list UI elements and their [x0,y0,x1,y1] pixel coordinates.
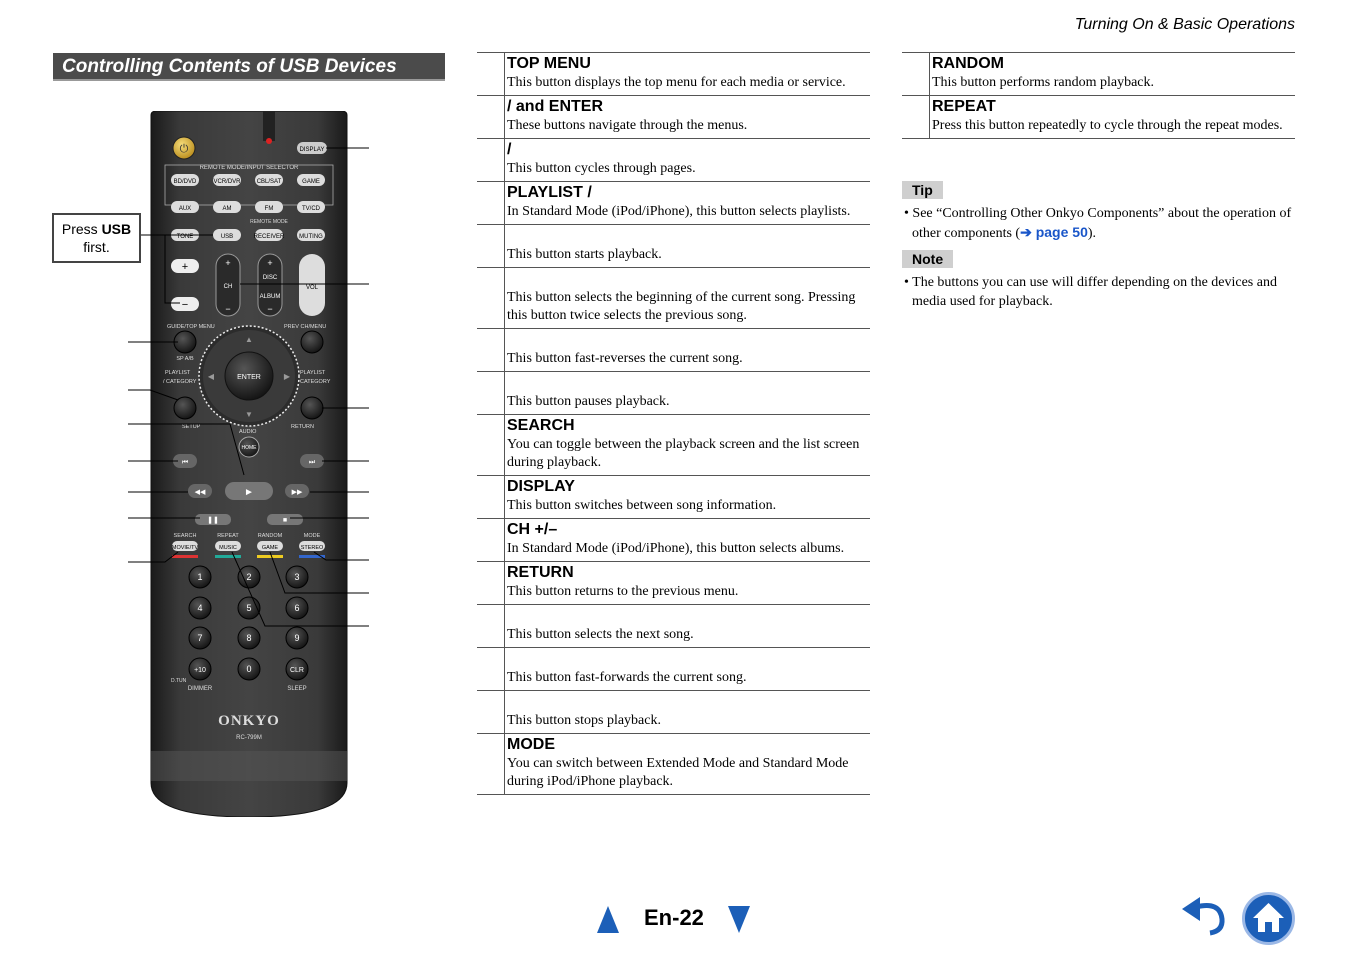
remote-selector-label: REMOTE MODE/INPUT SELECTOR [199,165,299,171]
tip-block [902,181,1295,243]
entry-heading: REPEAT [932,98,996,115]
remote-album-label: ALBUM [259,294,281,300]
entry-description: You can toggle between the playback screen and the list screen during playback. [507,437,860,470]
previous-page-arrow-icon[interactable] [597,906,619,933]
remote-enter-label: ENTER [237,374,261,381]
entry-body [507,268,870,328]
icon-cell [477,225,505,267]
remote-repeat-label: REPEAT [217,533,239,539]
remote-display-label: DISPLAY [299,147,325,153]
remote-key-7: 7 [197,633,203,643]
entry-heading [507,606,870,626]
svg-text:⏻: ⏻ [179,143,189,155]
remote-key-4: 4 [197,603,203,613]
remote-dtun-label: D.TUN [171,678,187,684]
entry-body [507,605,870,647]
remote-category-left: / CATEGORY [163,379,197,385]
svg-text:−: − [181,299,189,311]
remote-cblsat-label: CBL/SAT [256,179,282,185]
next-page-arrow-icon[interactable] [728,906,750,933]
remote-receiver-label: RECEIVER [253,234,285,240]
entry-heading: / and ENTER [507,98,604,115]
entry-description: This button switches between song information. [507,498,777,513]
entry-body [507,562,870,604]
tip-text-before: See “Controlling Other Onkyo Components” about the operation of other components ( [912,206,1292,241]
mid-entry [477,690,870,733]
page-number: En-22 [644,905,704,930]
icon-cell [477,519,505,561]
entry-body [507,648,870,690]
entry-heading [507,373,870,393]
remote-key-clr: CLR [289,667,305,674]
entry-body [507,372,870,414]
remote-key-2: 2 [246,572,252,582]
remote-random-label: RANDOM [257,533,283,539]
icon-cell [477,734,505,794]
entry-body [932,53,1295,95]
entry-description: This button fast-forwards the current song. [507,670,747,685]
entry-body [507,96,870,138]
entry-heading [507,649,870,669]
remote-tone-label: TONE [176,234,194,240]
entry-heading: RANDOM [932,55,1004,72]
remote-usb-label: USB [220,234,234,240]
icon-cell [477,53,505,95]
remote-am-label: AM [222,206,232,212]
button-descriptions-right-column [902,52,1295,139]
remote-vol-label: VOL [305,285,319,291]
remote-ch-label: CH [223,284,233,290]
icon-cell [477,182,505,224]
column-bottom-rule [477,794,870,795]
mid-entry [477,371,870,414]
right-entry [902,95,1295,138]
entry-heading [507,330,870,350]
entry-heading [507,269,870,289]
mid-entry [477,328,870,371]
icon-cell [477,139,505,181]
mid-entry [477,647,870,690]
entry-description: This button selects the beginning of the current song. Pressing this button twice selects the previous song. [507,290,856,323]
svg-text:⏭: ⏭ [308,459,316,466]
remote-aux-label: AUX [178,206,192,212]
entry-heading: RETURN [507,564,574,581]
icon-cell [477,96,505,138]
remote-movietv-label: MOVIE/TV [171,545,199,551]
svg-text:+: + [267,258,273,268]
remote-game2-label: GAME [261,545,279,551]
entry-heading: DISPLAY [507,478,575,495]
icon-cell [477,372,505,414]
entry-body [507,476,870,518]
entry-body [507,182,870,224]
home-icon[interactable] [1242,892,1295,945]
remote-mode-btn-label: MODE [303,533,321,539]
entry-body [507,691,870,733]
remote-key-8: 8 [246,633,252,643]
remote-search-label: SEARCH [173,533,197,539]
entry-body [507,139,870,181]
callout-pre: Press [61,221,102,237]
entry-heading: TOP MENU [507,55,591,72]
note-block [902,250,1295,311]
svg-text:+: + [225,258,231,268]
icon-cell [477,691,505,733]
icon-cell [477,562,505,604]
remote-game-label: GAME [302,179,320,185]
entry-heading [507,226,870,246]
svg-text:▶▶: ▶▶ [291,489,303,496]
remote-key-5: 5 [246,603,252,613]
mid-entry [477,138,870,181]
svg-text:►: ► [244,487,254,498]
icon-cell [902,96,930,138]
entry-body [507,225,870,267]
entry-body [507,53,870,95]
entry-heading: / [507,141,512,158]
icon-cell [477,476,505,518]
entry-description: This button pauses playback. [507,394,670,409]
entry-description: This button fast-reverses the current song. [507,351,743,366]
entry-description: This button displays the top menu for each media or service. [507,75,846,90]
mid-entry [477,224,870,267]
mid-entry [477,52,870,95]
remote-key-6: 6 [294,603,300,613]
svg-text:◀: ◀ [207,372,215,381]
svg-text:−: − [267,304,273,314]
entry-description: In Standard Mode (iPod/iPhone), this button selects playlists. [507,204,851,219]
note-text: • The buttons you can use will differ depending on the devices and media used for playback. [904,275,1277,309]
remote-disc-label: DISC [262,275,278,281]
svg-text:▲: ▲ [245,335,253,344]
remote-return-label: RETURN [291,424,314,430]
remote-stereo-label: STEREO [300,545,324,551]
remote-spab-label: SP A/B [176,356,194,362]
icon-cell [902,53,930,95]
mid-entry [477,95,870,138]
right-entry [902,52,1295,95]
svg-text:◀◀: ◀◀ [194,489,206,496]
remote-model-label: RC-799M [236,735,262,741]
mid-entry [477,604,870,647]
note-label: Note [902,250,953,268]
icon-cell [477,268,505,328]
remote-playlist-right: PLAYLIST [300,370,326,376]
callout-key: USB [101,221,132,237]
tip-text: • See “Controlling Other Onkyo Components” about the operation of other components (➔ page 50). [904,206,1292,241]
entry-description: These buttons navigate through the menus. [507,118,748,133]
svg-text:⏮: ⏮ [181,459,189,466]
mid-entry [477,181,870,224]
column-bottom-rule [902,138,1295,139]
entry-description: This button selects the next song. [507,627,694,642]
remote-control-illustration [149,111,349,817]
entry-description: This button stops playback. [507,713,661,728]
entry-heading: PLAYLIST / [507,184,592,201]
svg-text:+: + [181,261,189,273]
entry-body [507,415,870,475]
section-title: Controlling Contents of USB Devices [53,53,445,81]
entry-description: Press this button repeatedly to cycle through the repeat modes. [932,118,1283,133]
entry-heading: MODE [507,736,555,753]
remote-brand-logo: ONKYO [218,713,280,729]
remote-key-9: 9 [294,633,300,643]
entry-description: This button returns to the previous menu. [507,584,739,599]
remote-muting-label: MUTING [299,234,323,240]
mid-entry [477,414,870,475]
remote-setup-label: SETUP [182,424,201,430]
icon-cell [477,605,505,647]
svg-text:▼: ▼ [245,410,253,419]
remote-home-label: HOME [241,445,257,451]
svg-text:▶: ▶ [283,372,291,381]
tip-text-after: ). [1087,226,1097,241]
entry-description: This button starts playback. [507,247,662,262]
svg-text:−: − [225,304,231,314]
remote-music-label: MUSIC [219,545,237,551]
remote-fm-label: FM [264,206,274,212]
tip-label: Tip [902,181,943,199]
running-header: Turning On & Basic Operations [1074,16,1295,33]
back-icon[interactable] [1180,897,1228,937]
entry-description: In Standard Mode (iPod/iPhone), this button selects albums. [507,541,845,556]
icon-cell [477,648,505,690]
callout-post: first. [83,239,110,255]
mid-entry [477,267,870,328]
page-link[interactable]: ➔ page 50 [1020,224,1088,240]
button-descriptions-column [477,52,870,795]
icon-cell [477,415,505,475]
remote-guide-label: GUIDE/TOP MENU [167,324,215,330]
usb-callout [52,213,141,263]
entry-body [507,329,870,371]
remote-vcrdvr-label: VCR/DVR [213,179,241,185]
entry-heading [507,692,870,712]
entry-body [507,519,870,561]
svg-text:■: ■ [282,517,288,524]
remote-category-right: CATEGORY [300,379,331,385]
mid-entry [477,561,870,604]
mid-entry [477,475,870,518]
remote-sleep-label: SLEEP [287,686,307,692]
icon-cell [477,329,505,371]
remote-playlist-left: PLAYLIST [165,370,191,376]
entry-description: You can switch between Extended Mode and Standard Mode during iPod/iPhone playback. [507,756,849,789]
entry-description: This button cycles through pages. [507,161,696,176]
mid-entry [477,518,870,561]
mid-entry [477,733,870,794]
remote-prevch-label: PREV CH/MENU [284,324,327,330]
remote-dimmer-label: DIMMER [187,686,213,692]
svg-text:❚❚: ❚❚ [207,517,219,524]
remote-key-3: 3 [294,572,300,582]
note-text-body: The buttons you can use will differ depending on the devices and media used for playback. [912,275,1277,309]
remote-audio-label: AUDIO [239,429,257,435]
remote-key-plus10: +10 [194,667,206,674]
remote-tvcd-label: TV/CD [302,206,320,212]
entry-body [507,734,870,794]
entry-body [932,96,1295,138]
remote-key-0: 0 [246,664,252,674]
entry-description: This button performs random playback. [932,75,1155,90]
entry-heading: SEARCH [507,417,575,434]
entry-heading: CH +/– [507,521,558,538]
remote-mode-label: REMOTE MODE [250,219,288,225]
remote-bddvd-label: BD/DVD [173,179,197,185]
remote-key-1: 1 [197,572,203,582]
